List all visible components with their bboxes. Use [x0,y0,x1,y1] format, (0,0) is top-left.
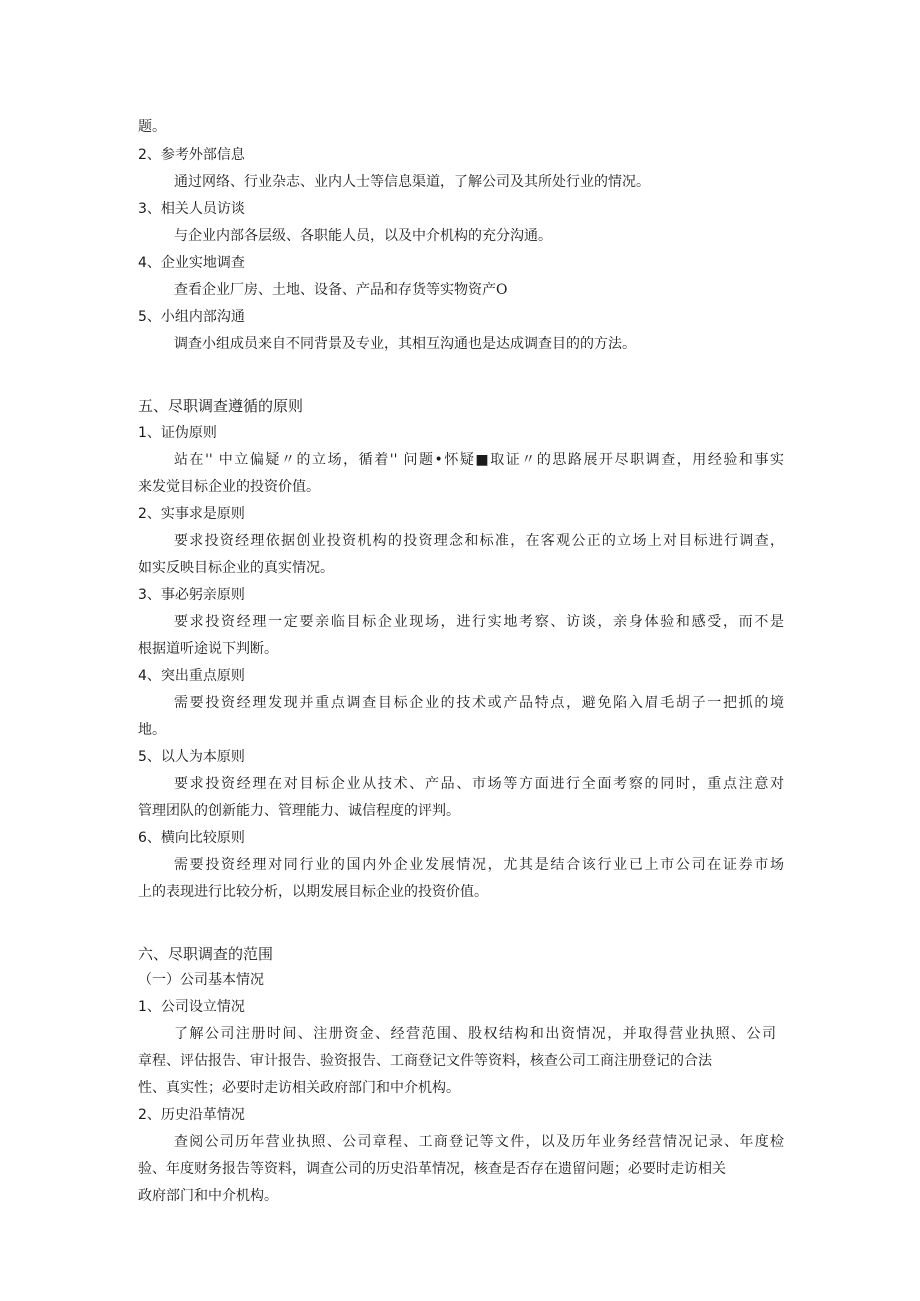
paragraph-line: 章程、评估报告、审计报告、验资报告、工商登记文件等资料，核查公司工商注册登记的合法 [138,1053,712,1069]
paragraph: 通过网络、行业杂志、业内人士等信息渠道，了解公司及其所处行业的情况。 [174,174,650,190]
paragraph: 与企业内部各层级、各职能人员，以及中介机构的充分沟通。 [174,228,552,244]
paragraph-line: 来发觉目标企业的投资价值。 [138,479,320,495]
paragraph-line: 根据道听途说下判断。 [138,641,278,657]
paragraph-line: 查阅公司历年营业执照、公司章程、工商登记等文件，以及历年业务经营情况记录、年度检 [174,1134,784,1150]
paragraph-line: 如实反映目标企业的真实情况。 [138,560,334,576]
paragraph-line: 需要投资经理对同行业的国内外企业发展情况，尤其是结合该行业已上市公司在证券市场 [174,857,784,873]
item-heading: 5、以人为本原则 [138,749,245,765]
item-heading: 4、突出重点原则 [138,668,245,684]
paragraph-line: 地。 [138,722,166,738]
paragraph-line: 了解公司注册时间、注册资金、经营范围、股权结构和出资情况，并取得营业执照、公司 [174,1026,776,1042]
item-heading: 3、事必躬亲原则 [138,587,245,603]
section-heading: 六、尽职调查的范围 [138,945,274,963]
paragraph-line: 上的表现进行比较分析，以期发展目标企业的投资价值。 [138,884,488,900]
paragraph-line: 要求投资经理依据创业投资机构的投资理念和标准，在客观公正的立场上对目标进行调查， [174,533,784,549]
item-heading: 2、历史沿革情况 [138,1107,245,1123]
paragraph-line: 要求投资经理在对目标企业从技术、产品、市场等方面进行全面考察的同时，重点注意对 [174,776,784,792]
paragraph-line: 管理团队的创新能力、管理能力、诚信程度的评判。 [138,803,460,819]
paragraph-line: 政府部门和中介机构。 [138,1188,278,1204]
paragraph-line: 要求投资经理一定要亲临目标企业现场，进行实地考察、访谈，亲身体验和感受，而不是 [174,614,784,630]
paragraph-line: 站在'' 中立偏疑〃的立场，循着'' 问题•怀疑■取证〃的思路展开尽职调查，用经验和事实 [174,452,784,468]
paragraph-line: 验、年度财务报告等资料，调查公司的历史沿革情况，核查是否存在遗留问题；必要时走访相关 [138,1161,726,1177]
item-heading: 2、参考外部信息 [138,147,245,163]
item-heading: 6、横向比较原则 [138,830,245,846]
paragraph-line: 性、真实性；必要时走访相关政府部门和中介机构。 [138,1080,460,1096]
paragraph-continuation: 题。 [138,119,166,135]
item-heading: 1、公司设立情况 [138,999,245,1015]
paragraph-line: 需要投资经理发现并重点调查目标企业的技术或产品特点，避免陷入眉毛胡子一把抓的境 [174,695,784,711]
paragraph: 查看企业厂房、土地、设备、产品和存货等实物资产O [174,282,508,298]
item-heading: 3、相关人员访谈 [138,201,245,217]
section-heading: 五、尽职调查遵循的原则 [138,397,304,415]
item-heading: 5、小组内部沟通 [138,309,245,325]
paragraph: 调查小组成员来自不同背景及专业，其相互沟通也是达成调查目的的方法。 [174,336,636,352]
item-heading: 1、证伪原则 [138,425,217,441]
item-heading: 2、实事求是原则 [138,506,245,522]
subsection-heading: （一）公司基本情况 [138,972,264,988]
item-heading: 4、企业实地调查 [138,255,245,271]
